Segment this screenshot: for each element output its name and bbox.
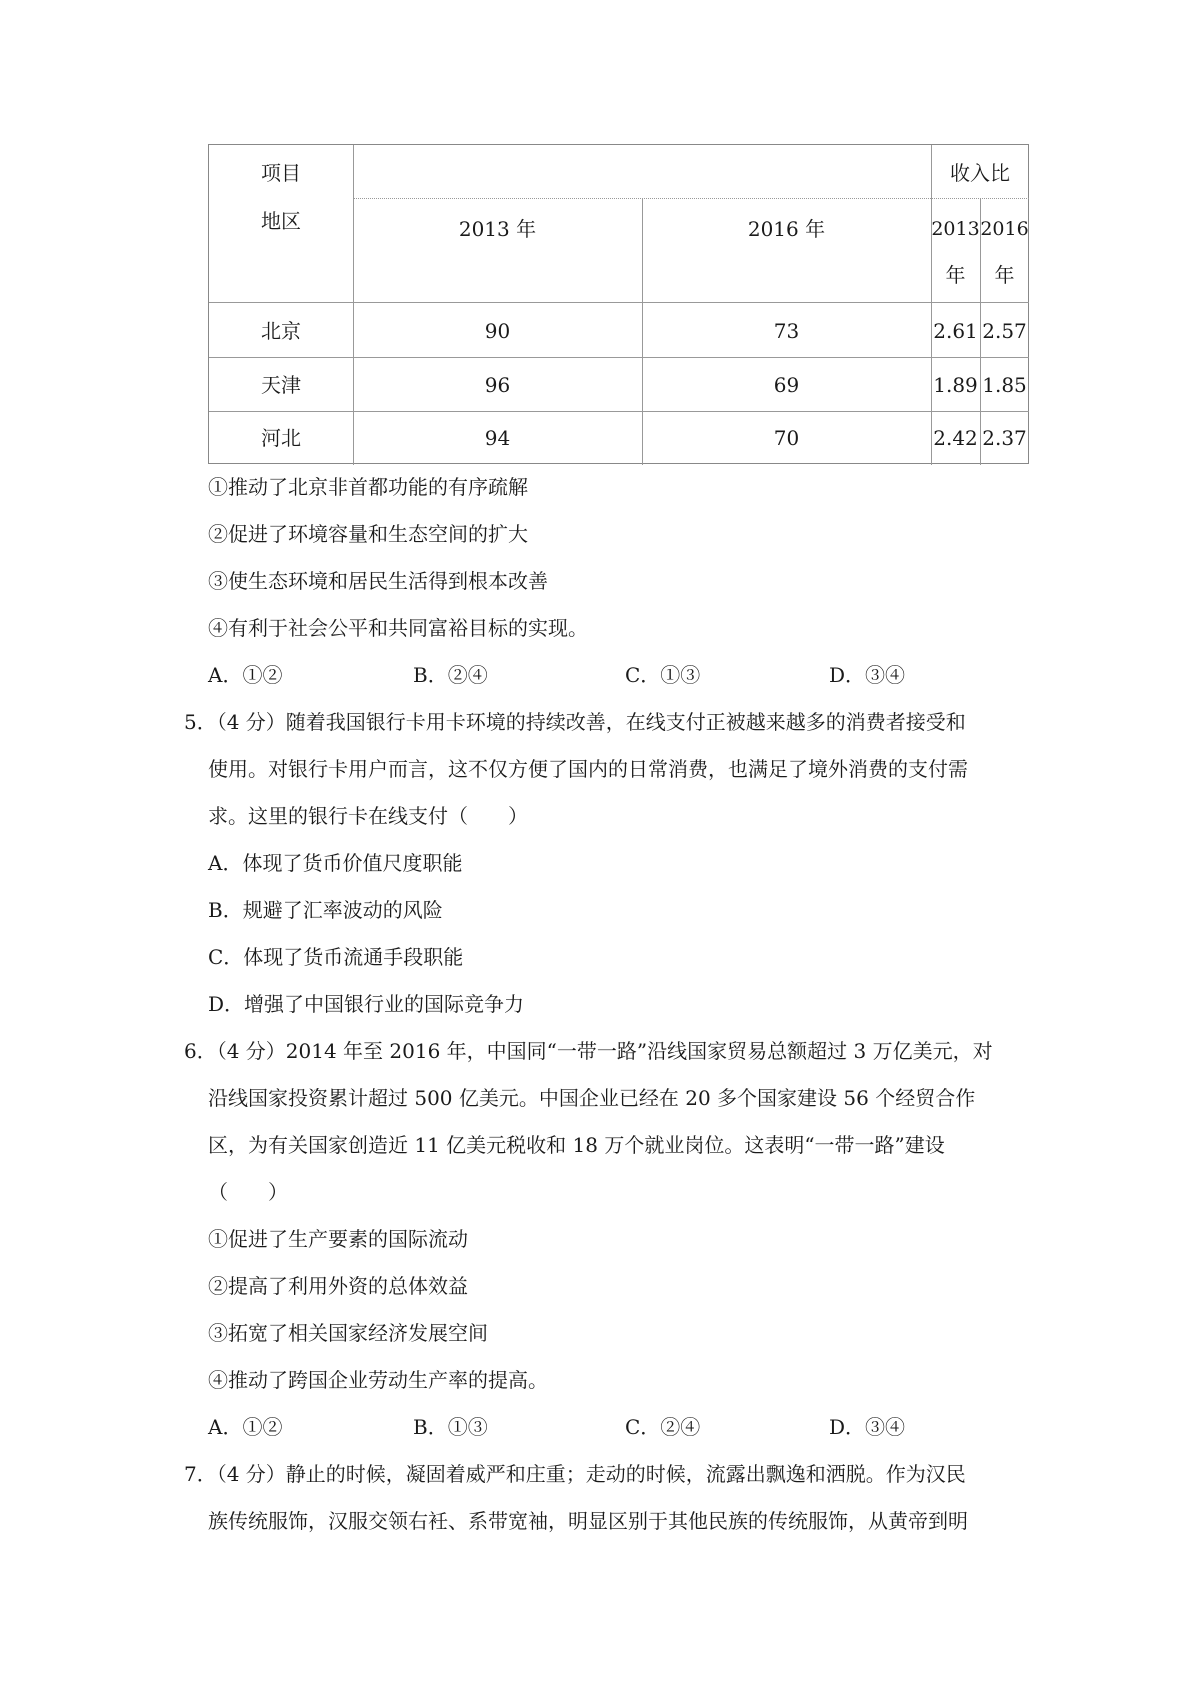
q6-statement: ①促进了生产要素的国际流动 bbox=[208, 1227, 468, 1251]
q6-statement: ④推动了跨国企业劳动生产率的提高。 bbox=[208, 1368, 548, 1392]
q6-statement: ②提高了利用外资的总体效益 bbox=[208, 1274, 468, 1298]
header-2016: 2016 年 bbox=[747, 217, 826, 241]
q6-option-a[interactable]: A．①② bbox=[208, 1415, 283, 1439]
row-value-2013: 94 bbox=[484, 426, 511, 450]
q4-statement: ②促进了环境容量和生态空间的扩大 bbox=[208, 522, 528, 546]
q6-stem-line: 区，为有关国家创造近 11 亿美元税收和 18 万个就业岗位。这表明“一带一路”建设 bbox=[208, 1133, 945, 1157]
q4-statement: ①推动了北京非首都功能的有序疏解 bbox=[208, 475, 528, 499]
q5-stem-line: 求。这里的银行卡在线支付（ ） bbox=[208, 804, 528, 828]
q7-stem-line: 族传统服饰，汉服交领右衽、系带宽袖，明显区别于其他民族的传统服饰，从黄帝到明 bbox=[208, 1509, 968, 1533]
row-ratio-2016: 2.57 bbox=[982, 319, 1027, 343]
header-item: 项目 bbox=[261, 161, 301, 185]
q5-option-d[interactable]: D．增强了中国银行业的国际竞争力 bbox=[208, 992, 525, 1016]
header-ratio-2016-unit: 年 bbox=[994, 263, 1015, 287]
q6-option-c[interactable]: C．②④ bbox=[625, 1415, 701, 1439]
row-ratio-2016: 1.85 bbox=[982, 373, 1027, 397]
q4-statement: ④有利于社会公平和共同富裕目标的实现。 bbox=[208, 616, 588, 640]
row-region: 北京 bbox=[261, 319, 301, 343]
q6-statement: ③拓宽了相关国家经济发展空间 bbox=[208, 1321, 488, 1345]
header-ratio-2013-year: 2013 bbox=[931, 218, 980, 240]
row-ratio-2016: 2.37 bbox=[982, 426, 1027, 450]
row-region: 河北 bbox=[261, 426, 301, 450]
q4-statement: ③使生态环境和居民生活得到根本改善 bbox=[208, 569, 548, 593]
row-value-2013: 90 bbox=[484, 319, 511, 343]
q6-option-b[interactable]: B．①③ bbox=[413, 1415, 488, 1439]
q4-option-d[interactable]: D．③④ bbox=[829, 663, 906, 687]
header-ratio-2013-unit: 年 bbox=[945, 263, 966, 287]
q5-option-c[interactable]: C．体现了货币流通手段职能 bbox=[208, 945, 464, 969]
q7-stem-line: 7．（4 分）静止的时候，凝固着威严和庄重；走动的时候，流露出飘逸和洒脱。作为汉民 bbox=[184, 1462, 966, 1486]
row-region: 天津 bbox=[261, 373, 301, 397]
row-value-2016: 73 bbox=[773, 319, 800, 343]
row-ratio-2013: 2.42 bbox=[933, 426, 978, 450]
row-value-2016: 69 bbox=[773, 373, 800, 397]
q6-stem-line: 6．（4 分）2014 年至 2016 年，中国同“一带一路”沿线国家贸易总额超过 3 万亿美元，对 bbox=[184, 1039, 993, 1063]
row-ratio-2013: 1.89 bbox=[933, 373, 978, 397]
row-value-2013: 96 bbox=[484, 373, 511, 397]
q6-stem-line: 沿线国家投资累计超过 500 亿美元。中国企业已经在 20 多个国家建设 56 个经贸合作 bbox=[208, 1086, 976, 1110]
income-table bbox=[208, 144, 1029, 464]
q4-option-b[interactable]: B．②④ bbox=[413, 663, 488, 687]
header-ratio: 收入比 bbox=[950, 161, 1010, 185]
header-2013: 2013 年 bbox=[458, 217, 537, 241]
q4-option-a[interactable]: A．①② bbox=[208, 663, 283, 687]
row-ratio-2013: 2.61 bbox=[933, 319, 978, 343]
header-ratio-2016-year: 2016 bbox=[980, 218, 1029, 240]
row-value-2016: 70 bbox=[773, 426, 800, 450]
q5-option-a[interactable]: A．体现了货币价值尺度职能 bbox=[208, 851, 463, 875]
q5-stem-line: 使用。对银行卡用户而言，这不仅方便了国内的日常消费，也满足了境外消费的支付需 bbox=[208, 757, 968, 781]
q6-option-d[interactable]: D．③④ bbox=[829, 1415, 906, 1439]
q4-option-c[interactable]: C．①③ bbox=[625, 663, 701, 687]
header-region: 地区 bbox=[261, 209, 301, 233]
q6-stem-line: （ ） bbox=[208, 1180, 288, 1204]
q5-option-b[interactable]: B．规避了汇率波动的风险 bbox=[208, 898, 443, 922]
q5-stem-line: 5．（4 分）随着我国银行卡用卡环境的持续改善，在线支付正被越来越多的消费者接受和 bbox=[184, 710, 966, 734]
